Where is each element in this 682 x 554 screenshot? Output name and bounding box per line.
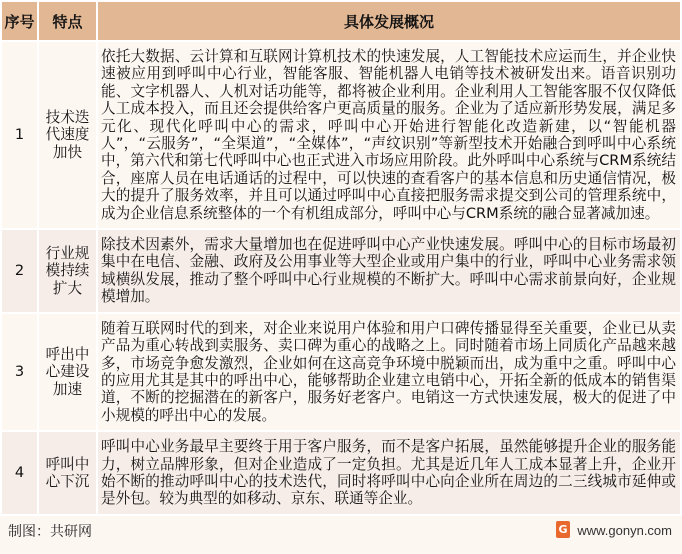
row-feature: 技术迭代速度加快 [38,41,97,229]
row-detail: 除技术因素外，需求大量增加也在促进呼叫中心产业快速发展。呼叫中心的目标市场最初集中在电信、金融、政府及公用事业等大型企业或用户集中的行业，呼叫中心业务需求领域横纵发展，推动了整个呼叫中心行业规模的不断扩大。呼叫中心需求前景向好，企业规模增加。 [97,229,681,313]
table-row [1,313,681,431]
row-index: 3 [1,313,38,431]
row-index: 1 [1,41,38,229]
row-index: 2 [1,229,38,313]
source-credit: 制图：共研网 [8,524,92,540]
row-detail: 依托大数据、云计算和互联网计算机技术的快速发展，人工智能技术应运而生，并企业快速被应用到呼叫中心行业，智能客服、智能机器人电销等技术被研发出来。语音识别功能、文字机器人、人机对话功能等，都将被企业利用。企业利用人工智能客服不仅仅降低人工成本投入，而且还会提供给客户更高质量的服务。企业为了适应新形势发展，满足多元化、现代化呼叫中心的需求，呼叫中心开始进行智能化改造新建，以“智能机器人”，“云服务”，“全渠道”，“全媒体”，“声纹识别”等新型技术开始融合到呼叫中心系统中，第六代和第七代呼叫中心也正式进入市场应用阶段。此外呼叫中心系统与CRM系统结合，座席人员在电话通话的过程中，可以快速的查看客户的基本信息和历史通信情况，极大的提升了服务效率，并且可以通过呼叫中心直接把服务需求提交到公司的管理系统中，成为企业信息系统整体的一个有机组成部分，呼叫中心与CRM系统的融合显著减加速。 [97,41,681,229]
row-detail: 随着互联网时代的到来，对企业来说用户体验和用户口碑传播显得至关重要，企业已从卖产品为重心转战到卖服务、卖口碑为重心的战略之上。同时随着市场上同质化产品越来越多，市场竞争愈发激烈，企业如何在这高竞争环境中脱颖而出，成为重中之重。呼叫中心的应用尤其是其中的呼出中心，能够帮助企业建立电销中心，开拓全新的低成本的销售渠道，不断的挖掘潜在的新客户，服务好老客户。电销这一方式快速发展，极大的促进了中小规模的呼出中心的发展。 [97,313,681,431]
header-detail: 具体发展概况 [97,1,681,41]
website-link[interactable]: www.gonyn.com [577,523,672,538]
table-header [1,1,681,41]
table-row [1,229,681,313]
header-feature: 特点 [38,1,97,41]
row-index: 4 [1,431,38,515]
row-feature: 呼出中心建设加速 [38,313,97,431]
table-row [1,41,681,229]
row-feature: 行业规模持续扩大 [38,229,97,313]
footer [0,518,682,554]
table-row [1,431,681,515]
gonyn-logo-icon: G [556,521,570,538]
row-detail: 呼叫中心业务最早主要终于用于客户服务，而不是客户拓展，虽然能够提升企业的服务能力，树立品牌形象，但对企业造成了一定负担。尤其是近几年人工成本显著上升，企业开始不断的推动呼叫中心的技术迭代，同时将呼叫中心向企业所在周边的二三线城市延伸或是外包。较为典型的如移动、京东、联通等企业。 [97,431,681,515]
row-feature: 呼叫中心下沉 [38,431,97,515]
header-index: 序号 [1,1,38,41]
